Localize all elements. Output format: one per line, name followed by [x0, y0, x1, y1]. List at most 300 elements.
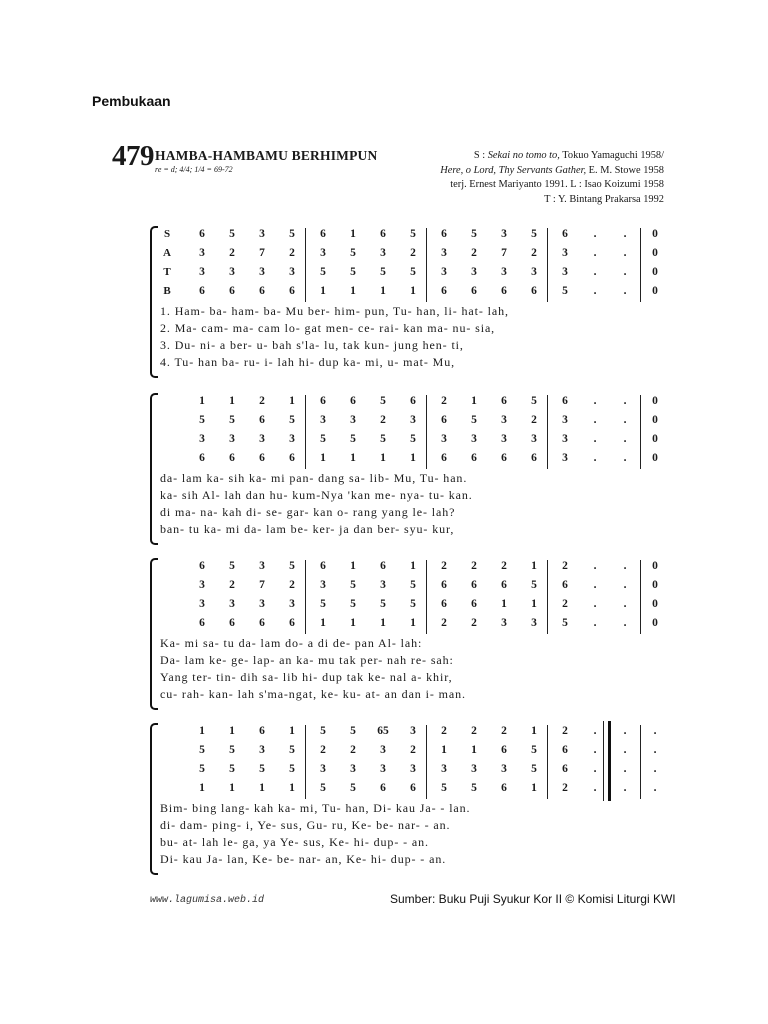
- note: 1: [350, 285, 356, 297]
- note: 6: [501, 782, 507, 794]
- note: 3: [320, 579, 326, 591]
- note: 6: [471, 579, 477, 591]
- note: 6: [380, 782, 386, 794]
- hymn-key: re = d; 4/4; 1/4 = 69-72: [155, 165, 233, 174]
- note: 3: [289, 598, 295, 610]
- bar-line: [305, 725, 306, 799]
- note: 0: [652, 617, 658, 629]
- staff-row: [0, 414, 768, 432]
- note: .: [593, 414, 597, 426]
- note: 1: [501, 598, 507, 610]
- note: .: [593, 782, 597, 794]
- note: 3: [199, 266, 205, 278]
- note: 2: [501, 560, 507, 572]
- note: 3: [199, 598, 205, 610]
- note: 2: [562, 598, 568, 610]
- note: 5: [229, 228, 235, 240]
- note: .: [623, 228, 627, 240]
- note: 1: [229, 725, 235, 737]
- note: 6: [441, 452, 447, 464]
- note: 3: [410, 763, 416, 775]
- note: 3: [259, 744, 265, 756]
- note: 0: [652, 560, 658, 572]
- voice-label: S: [163, 228, 171, 240]
- lyric-line: di ma- na- kah di- se- gar- kan o- rang yang le- lah?: [160, 505, 456, 519]
- note: 2: [410, 744, 416, 756]
- note: 5: [441, 782, 447, 794]
- bar-line: [426, 725, 427, 799]
- note: 1: [289, 725, 295, 737]
- note: 2: [501, 725, 507, 737]
- note: 5: [320, 598, 326, 610]
- note: .: [593, 452, 597, 464]
- note: 3: [562, 414, 568, 426]
- note: 6: [259, 617, 265, 629]
- staff-row: [0, 579, 768, 597]
- note: 2: [259, 395, 265, 407]
- note: 3: [441, 763, 447, 775]
- final-bar-line: [608, 721, 611, 801]
- note: 3: [531, 266, 537, 278]
- note: 6: [562, 579, 568, 591]
- note: 1: [199, 395, 205, 407]
- note: .: [623, 433, 627, 445]
- note: 1: [259, 782, 265, 794]
- note: 1: [410, 452, 416, 464]
- note: 5: [410, 228, 416, 240]
- note: 5: [380, 598, 386, 610]
- note: 6: [320, 228, 326, 240]
- note: 1: [531, 560, 537, 572]
- note: .: [593, 266, 597, 278]
- note: 3: [289, 266, 295, 278]
- note: 0: [652, 414, 658, 426]
- note: .: [623, 285, 627, 297]
- note: 5: [531, 744, 537, 756]
- note: 0: [652, 395, 658, 407]
- note: 6: [441, 228, 447, 240]
- note: 1: [410, 285, 416, 297]
- note: 3: [259, 228, 265, 240]
- note: 1: [199, 725, 205, 737]
- note: 1: [410, 560, 416, 572]
- note: 6: [562, 744, 568, 756]
- note: 6: [289, 617, 295, 629]
- staff-row: [0, 285, 768, 303]
- lyric-line: da- lam ka- sih ka- mi pan- dang sa- lib- Mu, Tu- han.: [160, 471, 468, 485]
- note: 3: [199, 433, 205, 445]
- note: 6: [380, 560, 386, 572]
- note: 1: [320, 285, 326, 297]
- note: 3: [410, 414, 416, 426]
- note: 1: [471, 744, 477, 756]
- note: 5: [320, 782, 326, 794]
- note: 6: [289, 285, 295, 297]
- note: 3: [471, 763, 477, 775]
- lyric-line: ka- sih Al- lah dan hu- kum-Nya 'kan me- nya- tu- kan.: [160, 488, 473, 502]
- note: .: [593, 579, 597, 591]
- note: 3: [441, 266, 447, 278]
- note: 2: [562, 782, 568, 794]
- note: 1: [380, 285, 386, 297]
- note: 6: [531, 285, 537, 297]
- note: 6: [501, 285, 507, 297]
- note: 0: [652, 452, 658, 464]
- staff-row: [0, 725, 768, 743]
- note: 6: [320, 395, 326, 407]
- note: 6: [229, 452, 235, 464]
- note: 6: [501, 579, 507, 591]
- note: 5: [320, 433, 326, 445]
- note: 5: [350, 266, 356, 278]
- note: 5: [380, 433, 386, 445]
- note: 7: [501, 247, 507, 259]
- footer-source: Sumber: Buku Puji Syukur Kor II © Komisi Liturgi KWI: [390, 892, 676, 906]
- note: 3: [380, 579, 386, 591]
- note: 0: [652, 266, 658, 278]
- note: 5: [229, 744, 235, 756]
- note: 6: [320, 560, 326, 572]
- note: 6: [229, 285, 235, 297]
- footer-site: www.lagumisa.web.id: [150, 895, 265, 906]
- credits: [344, 149, 664, 207]
- note: 6: [562, 395, 568, 407]
- note: .: [623, 725, 627, 737]
- note: 5: [259, 763, 265, 775]
- note: 5: [350, 782, 356, 794]
- note: .: [623, 266, 627, 278]
- note: 3: [320, 247, 326, 259]
- note: 1: [320, 452, 326, 464]
- bar-line: [547, 725, 548, 799]
- credit-line-2: Here, o Lord, Thy Servants Gather, E. M. Stowe 1958: [440, 164, 664, 176]
- note: 3: [259, 266, 265, 278]
- note: 2: [380, 414, 386, 426]
- lyric-line: Di- kau Ja- lan, Ke- be- nar- an, Ke- hi- dup- - an.: [160, 852, 447, 866]
- note: 3: [380, 744, 386, 756]
- note: 1: [441, 744, 447, 756]
- note: 6: [441, 285, 447, 297]
- note: 5: [410, 579, 416, 591]
- bar-line: [305, 395, 306, 469]
- note: 6: [199, 228, 205, 240]
- note: 1: [229, 782, 235, 794]
- credit-line-3: terj. Ernest Mariyanto 1991. L : Isao Koizumi 1958: [450, 179, 664, 190]
- lyric-line: Bim- bing lang- kah ka- mi, Tu- han, Di- kau Ja- - lan.: [160, 801, 471, 815]
- bar-line: [640, 725, 641, 799]
- note: 2: [471, 725, 477, 737]
- note: 2: [441, 560, 447, 572]
- note: 1: [380, 617, 386, 629]
- note: .: [623, 414, 627, 426]
- note: 1: [471, 395, 477, 407]
- note: .: [623, 744, 627, 756]
- staff-row: [0, 266, 768, 284]
- note: 3: [441, 247, 447, 259]
- note: .: [623, 452, 627, 464]
- note: .: [623, 763, 627, 775]
- note: 3: [501, 763, 507, 775]
- note: 3: [320, 763, 326, 775]
- note: 3: [320, 414, 326, 426]
- note: 6: [380, 228, 386, 240]
- note: 5: [471, 782, 477, 794]
- staff-row: [0, 763, 768, 781]
- bar-line: [547, 395, 548, 469]
- note: 5: [289, 560, 295, 572]
- note: 3: [380, 763, 386, 775]
- note: 6: [562, 228, 568, 240]
- note: 2: [471, 247, 477, 259]
- note: 1: [350, 228, 356, 240]
- note: 6: [471, 285, 477, 297]
- note: 2: [350, 744, 356, 756]
- note: 6: [410, 395, 416, 407]
- note: 5: [562, 617, 568, 629]
- note: 3: [471, 266, 477, 278]
- bar-line: [547, 228, 548, 302]
- lyric-line: ban- tu ka- mi da- lam be- ker- ja dan ber- syu- kur,: [160, 522, 455, 536]
- note: 6: [501, 395, 507, 407]
- note: .: [593, 744, 597, 756]
- note: 5: [410, 598, 416, 610]
- note: 3: [259, 560, 265, 572]
- note: 6: [229, 617, 235, 629]
- bar-line: [426, 228, 427, 302]
- note: .: [593, 228, 597, 240]
- note: 6: [471, 452, 477, 464]
- note: 6: [259, 452, 265, 464]
- note: 1: [350, 452, 356, 464]
- bar-line: [640, 228, 641, 302]
- note: 5: [320, 725, 326, 737]
- note: 7: [259, 247, 265, 259]
- note: 3: [562, 452, 568, 464]
- hymn-title: HAMBA-HAMBAMU BERHIMPUN: [155, 148, 378, 163]
- staff-row: [0, 617, 768, 635]
- note: 5: [410, 433, 416, 445]
- note: 3: [501, 228, 507, 240]
- note: 0: [652, 598, 658, 610]
- note: 7: [259, 579, 265, 591]
- note: 3: [229, 266, 235, 278]
- note: 3: [380, 247, 386, 259]
- note: 1: [199, 782, 205, 794]
- note: 0: [652, 433, 658, 445]
- note: 5: [350, 433, 356, 445]
- note: 5: [471, 414, 477, 426]
- note: 2: [410, 247, 416, 259]
- note: 3: [199, 247, 205, 259]
- note: 5: [199, 414, 205, 426]
- note: 5: [531, 228, 537, 240]
- note: 6: [289, 452, 295, 464]
- note: 5: [289, 414, 295, 426]
- note: 6: [501, 452, 507, 464]
- note: 1: [350, 560, 356, 572]
- note: 3: [501, 433, 507, 445]
- note: 5: [289, 763, 295, 775]
- lyric-line: Da- lam ke- ge- lap- an ka- mu tak per- nah re- sah:: [160, 653, 454, 667]
- note: 3: [289, 433, 295, 445]
- note: 3: [471, 433, 477, 445]
- note: 2: [562, 560, 568, 572]
- staff-row: [0, 395, 768, 413]
- bar-line: [426, 395, 427, 469]
- lyric-line: cu- rah- kan- lah s'ma-ngat, ke- ku- at- an dan i- man.: [160, 687, 466, 701]
- lyric-line: Ka- mi sa- tu da- lam do- a di de- pan Al- lah:: [160, 636, 423, 650]
- note: 1: [380, 452, 386, 464]
- voice-label: T: [163, 266, 171, 278]
- note: 5: [229, 560, 235, 572]
- note: 6: [441, 598, 447, 610]
- staff-row: [0, 452, 768, 470]
- bar-line: [305, 228, 306, 302]
- note: 3: [229, 598, 235, 610]
- note: 5: [199, 744, 205, 756]
- note: 6: [531, 452, 537, 464]
- note: .: [623, 598, 627, 610]
- note: 6: [441, 579, 447, 591]
- note: .: [593, 617, 597, 629]
- note: 5: [350, 598, 356, 610]
- note: 3: [410, 725, 416, 737]
- staff-row: [0, 560, 768, 578]
- note: .: [623, 782, 627, 794]
- note: 3: [259, 433, 265, 445]
- note: 2: [531, 247, 537, 259]
- voice-label: A: [163, 247, 171, 259]
- note: 6: [562, 763, 568, 775]
- note: 5: [380, 266, 386, 278]
- note: 2: [441, 617, 447, 629]
- note: 0: [652, 579, 658, 591]
- lyric-line: 4. Tu- han ba- ru- i- lah hi- dup ka- mi, u- mat- Mu,: [160, 355, 455, 369]
- note: .: [623, 617, 627, 629]
- note: 1: [531, 725, 537, 737]
- note: 5: [531, 395, 537, 407]
- note: 5: [229, 414, 235, 426]
- note: 3: [501, 266, 507, 278]
- note: .: [593, 247, 597, 259]
- note: 6: [199, 617, 205, 629]
- note: 6: [199, 560, 205, 572]
- note: 3: [562, 433, 568, 445]
- note: .: [593, 285, 597, 297]
- note: 5: [350, 247, 356, 259]
- note: 5: [229, 763, 235, 775]
- note: 5: [410, 266, 416, 278]
- note: .: [593, 598, 597, 610]
- note: .: [623, 579, 627, 591]
- bar-line: [426, 560, 427, 634]
- note: 2: [289, 579, 295, 591]
- note: 5: [289, 744, 295, 756]
- hymn-number: 479: [112, 140, 154, 172]
- note: .: [593, 763, 597, 775]
- lyric-line: Yang ter- tin- dih sa- lib hi- dup tak ke- nal a- khir,: [160, 670, 453, 684]
- note: 2: [562, 725, 568, 737]
- note: 3: [501, 414, 507, 426]
- staff-row: [0, 782, 768, 800]
- lyric-line: 1. Ham- ba- ham- ba- Mu ber- him- pun, Tu- han, li- hat- lah,: [160, 304, 509, 318]
- note: 0: [652, 228, 658, 240]
- note: 3: [229, 433, 235, 445]
- note: 6: [259, 285, 265, 297]
- note: .: [593, 560, 597, 572]
- staff-row: [0, 598, 768, 616]
- note: 1: [320, 617, 326, 629]
- note: 0: [652, 247, 658, 259]
- note: 5: [289, 228, 295, 240]
- note: .: [593, 725, 597, 737]
- note: 3: [531, 433, 537, 445]
- note: 3: [350, 763, 356, 775]
- note: 6: [410, 782, 416, 794]
- note: 5: [471, 228, 477, 240]
- note: .: [653, 744, 657, 756]
- note: 2: [229, 247, 235, 259]
- note: 65: [377, 725, 389, 737]
- note: 5: [562, 285, 568, 297]
- note: 1: [350, 617, 356, 629]
- note: 2: [441, 395, 447, 407]
- bar-line: [640, 395, 641, 469]
- note: 6: [501, 744, 507, 756]
- note: 5: [380, 395, 386, 407]
- note: .: [653, 725, 657, 737]
- note: .: [653, 763, 657, 775]
- note: 6: [259, 725, 265, 737]
- note: 3: [441, 433, 447, 445]
- note: .: [593, 433, 597, 445]
- note: .: [623, 560, 627, 572]
- note: 2: [320, 744, 326, 756]
- note: 3: [199, 579, 205, 591]
- credit-line-4: T : Y. Bintang Prakarsa 1992: [544, 193, 664, 205]
- note: 1: [531, 782, 537, 794]
- note: 3: [259, 598, 265, 610]
- note: 3: [562, 266, 568, 278]
- note: 3: [531, 617, 537, 629]
- bar-line: [547, 560, 548, 634]
- note: 6: [199, 452, 205, 464]
- lyric-line: di- dam- ping- i, Ye- sus, Gu- ru, Ke- be- nar- - an.: [160, 818, 451, 832]
- lyric-line: 2. Ma- cam- ma- cam lo- gat men- ce- rai- kan ma- nu- sia,: [160, 321, 496, 335]
- note: 2: [471, 560, 477, 572]
- note: 1: [229, 395, 235, 407]
- staff-row: [0, 247, 768, 265]
- note: .: [623, 247, 627, 259]
- note: .: [593, 395, 597, 407]
- note: 1: [289, 395, 295, 407]
- note: 1: [531, 598, 537, 610]
- note: 6: [350, 395, 356, 407]
- note: 6: [199, 285, 205, 297]
- note: 0: [652, 285, 658, 297]
- staff-row: [0, 744, 768, 762]
- note: 2: [289, 247, 295, 259]
- note: 3: [501, 617, 507, 629]
- note: 5: [320, 266, 326, 278]
- final-bar-thin: [603, 721, 604, 801]
- lyric-line: 3. Du- ni- a ber- u- bah s'la- lu, tak kun- jung hen- ti,: [160, 338, 464, 352]
- note: 3: [562, 247, 568, 259]
- note: 5: [531, 579, 537, 591]
- staff-row: [0, 433, 768, 451]
- lyric-line: bu- at- lah le- ga, ya Ye- sus, Ke- hi- dup- - an.: [160, 835, 429, 849]
- voice-label: B: [163, 285, 171, 297]
